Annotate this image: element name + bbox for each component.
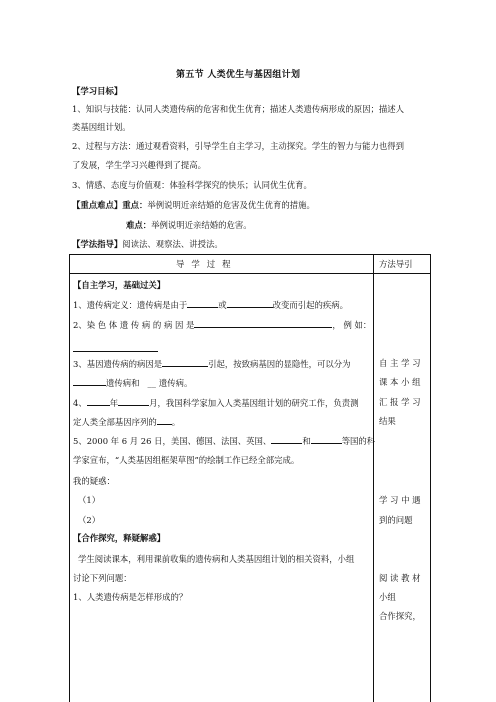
q3-text-d: 遗传病。 (158, 378, 193, 388)
hard-label: 难点： (126, 220, 152, 230)
q2-text-a: 2、染 色 体 遗 传 病 的 病 因 是 (73, 320, 195, 330)
question-5-line-b: 学家宣布，“人类基因组框架草图”的绘制工作已经全部完成。 (73, 455, 300, 465)
q3-text-c: 遗传病和 (106, 378, 140, 388)
question-2-answer-line[interactable] (73, 337, 158, 356)
self-study-heading: 【自主学习，基础过关】 (73, 280, 166, 290)
blank[interactable] (187, 299, 218, 308)
doubt-item-1: （1） (78, 495, 101, 505)
coop-question-1: 1、人类遗传病是怎样形成的？ (73, 592, 188, 602)
objective-2-line-b: 了发展，学生学习兴趣得到了提高。 (72, 160, 206, 170)
q4-text-b: 年 (109, 398, 119, 408)
coop-text-a: 学生阅读课本，利用课前收集的遗传病和人类基因组计划的相关资料，小组 (78, 554, 355, 564)
hard-text: 举例说明近亲结婚的危害。 (151, 220, 252, 230)
q4-text-a: 4、 (73, 398, 87, 408)
side-note-3-line-2: 小组 (379, 592, 396, 602)
blank[interactable] (73, 343, 158, 352)
table-right-border (430, 254, 431, 702)
q5-text-c: 等国的科 (341, 436, 376, 446)
q1-text-b: 或 (218, 300, 227, 310)
side-note-1-line-4: 结果 (379, 416, 396, 426)
objective-1-line-b: 类基因组计划。 (72, 122, 131, 132)
q4-text-e: 。 (171, 417, 181, 427)
q3-text-a: 3、基因遗传病的病因是 (73, 359, 163, 369)
blank[interactable] (87, 397, 110, 406)
table-header-border (69, 273, 431, 274)
q4-text-c: 月，我国科学家加入人类基因组计划的研究工作，负责测 (149, 398, 359, 408)
question-3 (73, 358, 350, 369)
side-note-2-line-1: 学 习 中 遇 (379, 495, 421, 505)
blank[interactable] (157, 416, 172, 425)
q1-text-a: 1、遗传病定义：遗传病是由于 (73, 300, 188, 310)
side-note-2-line-2: 到的问题 (379, 515, 413, 525)
blank[interactable] (118, 397, 149, 406)
method-line (72, 239, 223, 249)
question-4 (73, 397, 358, 408)
table-top-border (69, 254, 431, 255)
table-header-process: 导学过程 (176, 259, 238, 269)
key-label: 重点： (122, 200, 148, 210)
blank[interactable] (271, 435, 302, 444)
coop-text-b: 讨论下列问题： (73, 573, 132, 583)
table-col-divider (373, 254, 374, 702)
side-note-3-line-1: 阅 读 教 材 (379, 573, 421, 583)
side-note-1-line-2: 课 本 小 组 (379, 377, 421, 387)
q3-text-b: 引起，按致病基因的显隐性，可以分为 (208, 359, 351, 369)
blank[interactable] (227, 299, 273, 308)
key-line (72, 200, 315, 210)
blank[interactable] (162, 358, 208, 367)
table-left-border (69, 254, 70, 702)
doubt-item-2: （2） (78, 515, 101, 525)
question-3-line-b (73, 377, 192, 388)
q1-text-c: 改变而引起的疾病。 (272, 300, 348, 310)
q4-text-d: 定人类全部基因序列的 (73, 417, 157, 427)
key-text: 举例说明近亲结婚的危害及优生优育的措施。 (147, 200, 315, 210)
q5-text-a: 5、2000 年 6 月 26 日，美国、德国、法国、英国、 (73, 436, 272, 446)
method-text: 阅读法、观察法、讲授法。 (122, 239, 223, 249)
question-2 (73, 319, 371, 330)
side-note-1-line-3: 汇 报 学 习 (379, 397, 421, 407)
blank[interactable] (194, 319, 332, 328)
doubt-label: 我的疑惑： (73, 476, 115, 486)
blank[interactable] (73, 377, 106, 386)
hard-line (126, 220, 252, 230)
question-4-line-b (73, 416, 180, 427)
side-note-3-line-3: 合作探究， (379, 611, 421, 621)
q5-text-b: 和 (302, 436, 311, 446)
q3-underscore: __ (147, 378, 156, 388)
objective-3: 3、情感、态度与价值观：体验科学探究的快乐；认同优生优育。 (72, 180, 312, 190)
side-note-1-line-1: 自 主 学 习 (379, 358, 421, 368)
objective-1-line-a: 1、知识与技能：认同人类遗传病的危害和优生优育；描述人类遗传病形成的原因；描述人 (72, 104, 404, 114)
question-1 (73, 299, 348, 310)
table-header-method: 方法导引 (379, 259, 413, 269)
blank[interactable] (311, 435, 342, 444)
page-title: 第五节 人类优生与基因组计划 (176, 70, 301, 80)
q2-text-b: ， 例 如： (332, 320, 372, 330)
question-5 (73, 435, 375, 446)
method-heading: 【学法指导】 (72, 239, 123, 249)
objectives-heading: 【学习目标】 (72, 86, 123, 96)
objective-2-line-a: 2、过程与方法：通过观看资料，引导学生自主学习，主动探究。学生的智力与能力也得到 (72, 141, 404, 151)
key-heading: 【重点难点】 (72, 200, 123, 210)
coop-heading: 【合作探究，释疑解惑】 (73, 533, 166, 543)
